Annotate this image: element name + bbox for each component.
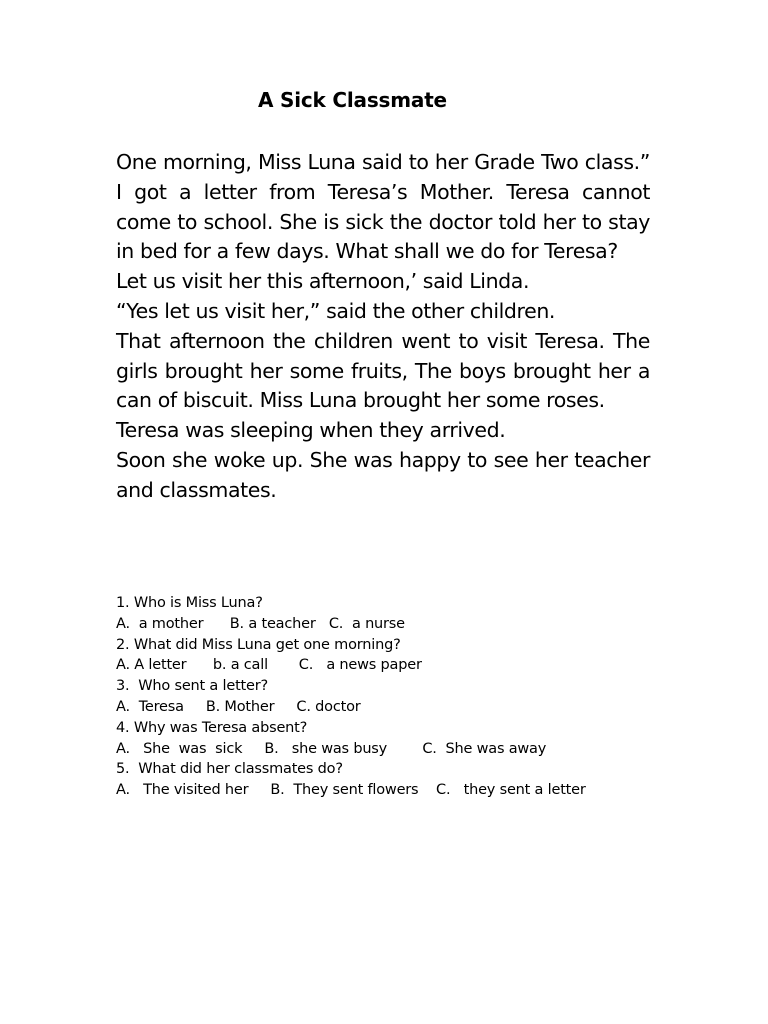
- question-2: 2. What did Miss Luna get one morning?: [116, 636, 401, 653]
- question-3-choices: A. Teresa B. Mother C. doctor: [116, 698, 361, 715]
- story-paragraph-1: One morning, Miss Luna said to her Grade Two class.” I got a letter from Teresa’s Mother. Teresa cannot come to school. She is sick the doctor told her to stay in bed for a few days. What shall we do for Teresa?: [116, 150, 650, 264]
- question-4-choices: A. She was sick B. she was busy C. She was away: [116, 740, 547, 757]
- question-2-choices: A. A letter b. a call C. a news paper: [116, 657, 422, 674]
- story-paragraph-3: “Yes let us visit her,” said the other children.: [116, 298, 556, 323]
- question-4: 4. Why was Teresa absent?: [116, 719, 308, 736]
- story-paragraph-5: Teresa was sleeping when they arrived.: [116, 418, 506, 443]
- question-1-choices: A. a mother B. a teacher C. a nurse: [116, 615, 405, 632]
- story-paragraph-6: Soon she woke up. She was happy to see her teacher and classmates.: [116, 447, 650, 502]
- document-title: A Sick Classmate: [258, 88, 447, 112]
- story-paragraph-2: Let us visit her this afternoon,’ said Linda.: [116, 269, 530, 294]
- question-3: 3. Who sent a letter?: [116, 678, 269, 695]
- question-5: 5. What did her classmates do?: [116, 761, 343, 778]
- story-paragraph-4: That afternoon the children went to visit Teresa. The girls brought her some fruits, The boys brought her a can of biscuit. Miss Luna brought her some roses.: [116, 328, 650, 413]
- question-list: [116, 593, 676, 801]
- story-text: [116, 148, 650, 506]
- question-5-choices: A. The visited her B. They sent flowers C. they sent a letter: [116, 782, 586, 799]
- question-1: 1. Who is Miss Luna?: [116, 595, 263, 611]
